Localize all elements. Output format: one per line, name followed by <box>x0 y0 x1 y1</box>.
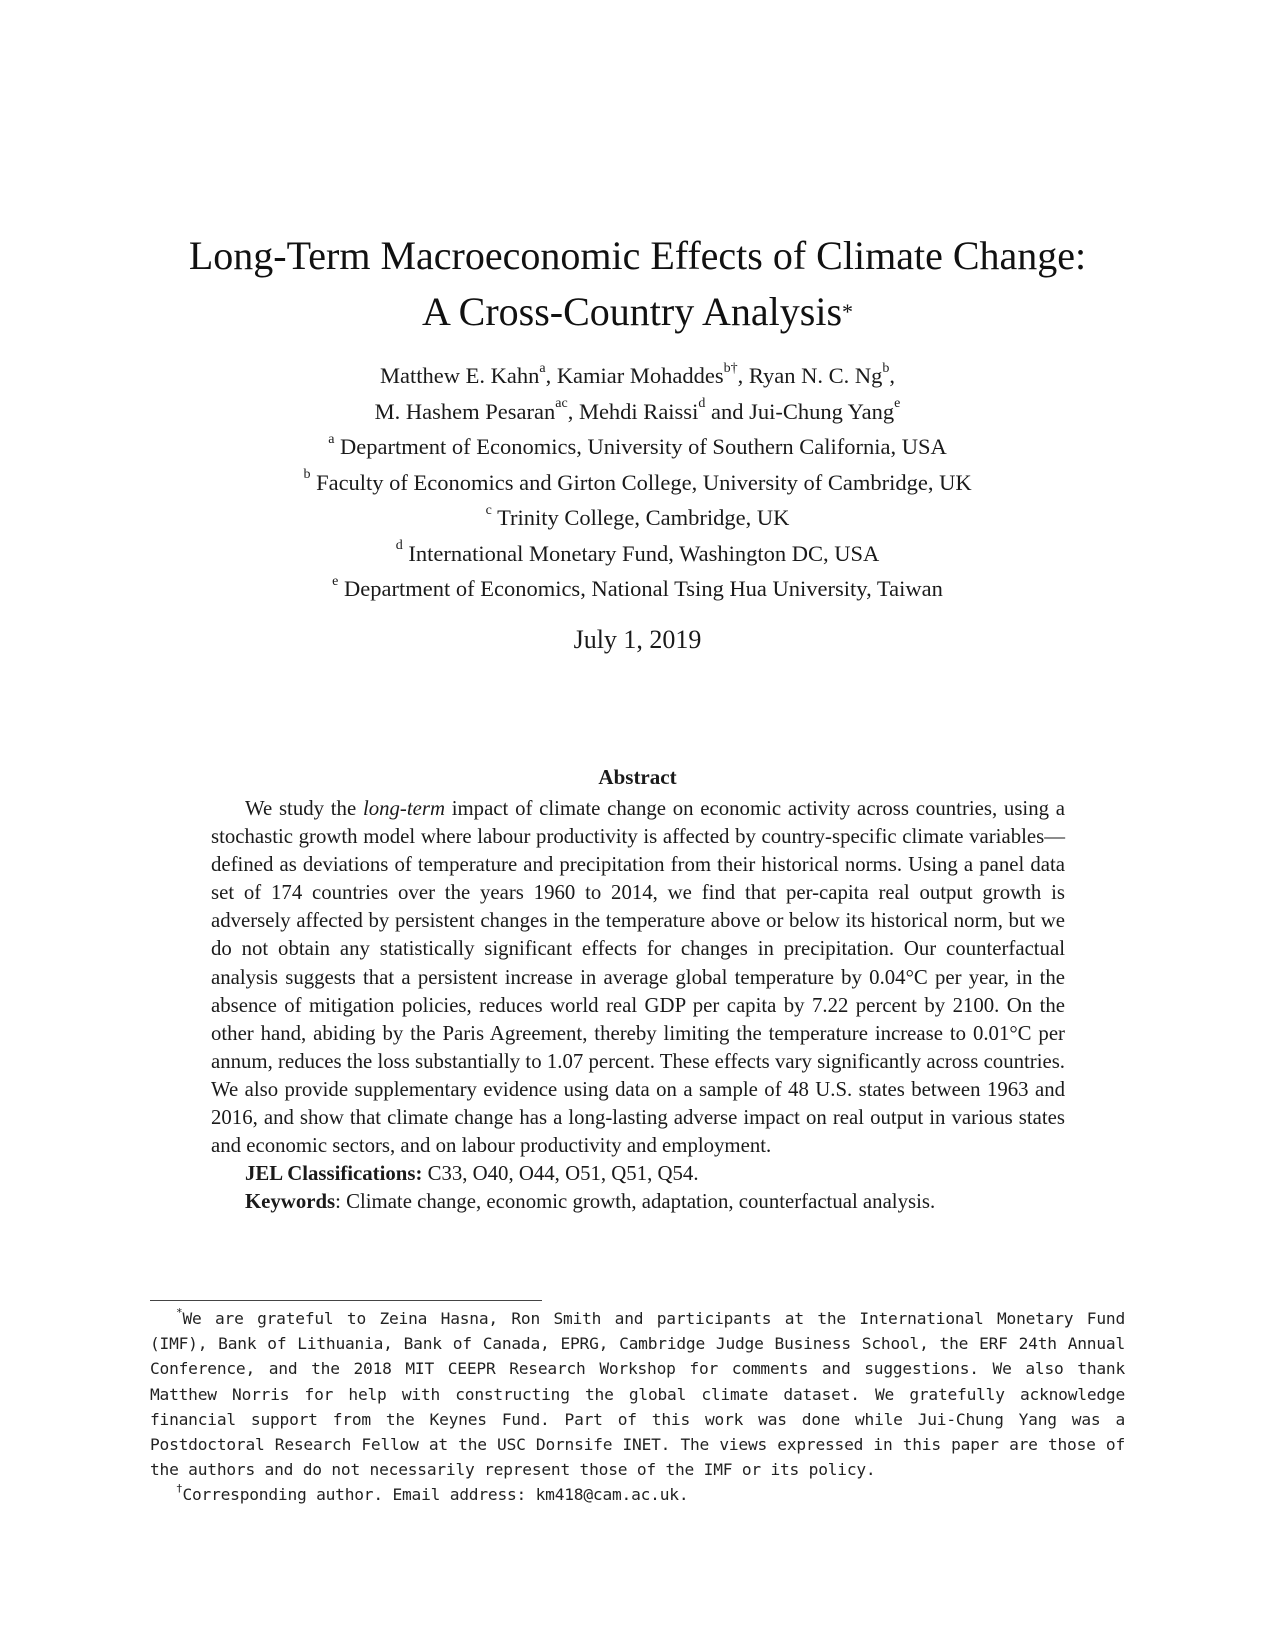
keywords-label: Keywords <box>245 1190 336 1214</box>
author-sup: a <box>539 360 546 376</box>
author-line-2: M. Hashem Pesaran$^{ac}$, Mehdi Raissi$^d$ and Jui-Chung Yang$^e$ <box>374 396 901 424</box>
footnote-mark: * <box>176 1305 183 1319</box>
affiliation: $^a$ Department of Economics, University of Southern California, USA <box>328 431 947 459</box>
author-name: Ryan N. C. Ng <box>748 363 883 388</box>
author-sup: ac <box>555 396 568 411</box>
affiliation: $^e$ Department of Economics, National Tsing Hua University, Taiwan <box>332 573 943 601</box>
affiliation: $^b$ Faculty of Economics and Girton College, University of Cambridge, UK <box>303 467 972 495</box>
footnote: *We are grateful to Zeina Hasna, Ron Smith and participants at the International Monetary Fund (IMF), Bank of Lithuania, Bank of Canada, EPRG, Cambridge Judge Business School, the ERF 24th Annual Conference, and the 2018 MIT CEEPR Research Workshop for comments and suggestions. We also thank Matthew Norris for help with constructing the global climate dataset. We gratefully acknowledge financial support from the Keynes Fund. Part of this work was done while Jui-Chung Yang was a Postdoctoral Research Fellow at the USC Dornsife INET. The views expressed in this paper are those of the authors and do not necessarily represent those of the IMF or its policy. <box>150 1305 1125 1480</box>
paper-title <box>0 228 1275 346</box>
abstract-heading: Abstract <box>598 765 677 789</box>
author-block <box>0 358 1275 607</box>
author-name: Matthew E. Kahn <box>380 363 540 388</box>
keywords: Keywords: Climate change, economic growth, adaptation, counterfactual analysis. <box>245 1190 936 1214</box>
jel-classifications: JEL Classifications: C33, O40, O44, O51, Q51, Q54. <box>245 1162 699 1186</box>
abstract-paragraph: We study the long-term impact of climate change on economic activity across countries, using a stochastic growth model where labour productivity is affected by country-specific climate variables—defined as deviations of temperature and precipitation from their historical norms. Using a panel data set of 174 countries over the years 1960 to 2014, we find that per-capita real output growth is adversely affected by persistent changes in the temperature above or below its historical norm, but we do not obtain any statistically significant effects for changes in precipitation. Our counterfactual analysis suggests that a persistent increase in average global temperature by 0.04°C per year, in the absence of mitigation policies, reduces world real GDP per capita by 7.22 percent by 2100. On the other hand, abiding by the Paris Agreement, thereby limiting the temperature increase to 0.01°C per annum, reduces the loss substantially to 1.07 percent. These effects vary significantly across countries. We also provide supplementary evidence using data on a sample of 48 U.S. states between 1963 and 2016, and show that climate change has a long-lasting adverse impact on real output in various states and economic sectors, and on labour productivity and employment. <box>211 797 1065 1158</box>
jel-label: JEL Classifications: <box>245 1162 423 1186</box>
footnotes <box>150 1306 1125 1508</box>
affiliation: $^c$ Trinity College, Cambridge, UK <box>485 502 790 530</box>
author-name: M. Hashem Pesaran <box>374 398 556 424</box>
author-name: Jui-Chung Yang <box>749 398 895 424</box>
author-sup: b <box>882 360 890 376</box>
author-line-1: Matthew E. Kahn$^a$, Kamiar Mohaddes$^{b\dagger}$, Ryan N. C. Ng$^b$, <box>380 360 895 388</box>
footnote-mark: † <box>176 1482 183 1496</box>
title-footnote-mark: * <box>842 299 854 324</box>
title-line-1: Long-Term Macroeconomic Effects of Climate Change: <box>188 233 1087 278</box>
title-line-2: A Cross-Country Analysis* <box>421 289 854 334</box>
author-name: Mehdi Raissi <box>578 398 699 424</box>
paper-date: July 1, 2019 <box>573 625 702 654</box>
affiliation: $^d$ International Monetary Fund, Washington DC, USA <box>395 538 880 566</box>
author-sup: d <box>698 396 706 411</box>
author-name: Kamiar Mohaddes <box>556 363 724 388</box>
author-sup: e <box>894 396 901 411</box>
footnote: †Corresponding author. Email address: km418@cam.ac.uk. <box>176 1482 689 1505</box>
abstract-emphasis: long-term <box>362 797 445 820</box>
abstract-body <box>211 795 1065 1216</box>
footnote-divider <box>150 1300 542 1301</box>
author-sup: b† <box>723 360 738 376</box>
